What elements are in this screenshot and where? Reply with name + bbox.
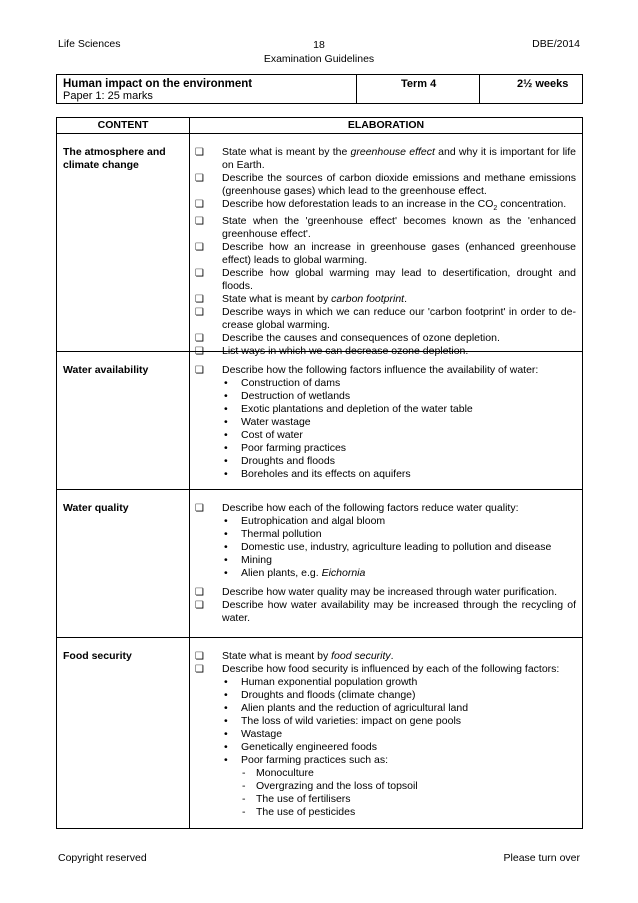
footer-turn-over: Please turn over bbox=[503, 852, 580, 864]
dash-item: - Overgrazing and the loss of topsoil bbox=[194, 780, 576, 793]
list-item: ❏ Describe how the following factors influence the availability of water: bbox=[194, 364, 576, 377]
list-item: ❏ State what is meant by food security. bbox=[194, 650, 576, 663]
list-item: ❏ Describe how water quality may be increased through water purification. bbox=[194, 586, 576, 599]
list-item: ❏ Describe the sources of carbon dioxide emissions and methane emissions (greenhouse gases) which lead to the greenhouse effect. bbox=[194, 172, 576, 198]
table-row-water-availability bbox=[57, 352, 582, 490]
bullet-item: • Mining bbox=[194, 554, 576, 567]
list-item: ❏ Describe how each of the following factors reduce water quality: bbox=[194, 502, 576, 515]
header-subtitle: Examination Guidelines bbox=[263, 53, 375, 65]
list-item: ❏ Describe the causes and consequences of ozone depletion. bbox=[194, 332, 576, 345]
page-number: 18 bbox=[313, 39, 325, 51]
bullet-item: • The loss of wild varieties: impact on gene pools bbox=[194, 715, 576, 728]
table-row-food-security bbox=[57, 638, 582, 828]
row-label-atmosphere: The atmosphere and climate change bbox=[63, 146, 166, 171]
dash-item: - Monoculture bbox=[194, 767, 576, 780]
list-item: ❏ Describe ways in which we can reduce our 'carbon footprint' in order to de-crease global warming. bbox=[194, 306, 576, 332]
list-item: ❏ State when the 'greenhouse effect' becomes known as the 'enhanced greenhouse effect'. bbox=[194, 215, 576, 241]
col-header-content: CONTENT bbox=[97, 119, 149, 131]
bullet-item: • Human exponential population growth bbox=[194, 676, 576, 689]
bullet-item: • Domestic use, industry, agriculture leading to pollution and disease bbox=[194, 541, 576, 554]
footer-copyright: Copyright reserved bbox=[58, 852, 147, 864]
bullet-item: • Droughts and floods bbox=[194, 455, 576, 468]
topic-box bbox=[56, 74, 583, 104]
bullet-item: • Alien plants and the reduction of agricultural land bbox=[194, 702, 576, 715]
content-table bbox=[56, 117, 583, 829]
topic-duration: 2½ weeks bbox=[517, 78, 569, 90]
row-items-atmosphere bbox=[194, 146, 576, 358]
list-item: ❏ Describe how water availability may be increased through the recycling of water. bbox=[194, 599, 576, 625]
list-item: ❏ Describe how global warming may lead to desertification, drought and floods. bbox=[194, 267, 576, 293]
list-item: ❏ State what is meant by the greenhouse effect and why it is important for life on Earth. bbox=[194, 146, 576, 172]
bullet-item: • Wastage bbox=[194, 728, 576, 741]
list-item: ❏ Describe how an increase in greenhouse gases (enhanced greenhouse effect) leads to global warming. bbox=[194, 241, 576, 267]
bullet-item: • Construction of dams bbox=[194, 377, 576, 390]
row-label-water-quality: Water quality bbox=[63, 502, 129, 514]
bullet-item: • Droughts and floods (climate change) bbox=[194, 689, 576, 702]
dash-item: - The use of fertilisers bbox=[194, 793, 576, 806]
bullet-item: • Genetically engineered foods bbox=[194, 741, 576, 754]
bullet-item: • Cost of water bbox=[194, 429, 576, 442]
bullet-item: • Boreholes and its effects on aquifers bbox=[194, 468, 576, 481]
topic-cell bbox=[57, 75, 357, 103]
table-header-row bbox=[57, 118, 582, 134]
row-items-food-security bbox=[194, 650, 576, 819]
bullet-item: • Poor farming practices bbox=[194, 442, 576, 455]
bullet-item: • Poor farming practices such as: bbox=[194, 754, 576, 767]
bullet-item: • Thermal pollution bbox=[194, 528, 576, 541]
topic-title: Human impact on the environment bbox=[63, 78, 253, 90]
topic-term: Term 4 bbox=[357, 75, 480, 103]
list-item: ❏ Describe how deforestation leads to an increase in the $CO_2$ concentration. bbox=[194, 198, 576, 215]
bullet-item: • Eutrophication and algal bloom bbox=[194, 515, 576, 528]
bullet-item: • Alien plants, e.g. Eichornia bbox=[194, 567, 576, 580]
row-items-water-quality bbox=[194, 502, 576, 625]
header-subject: Life Sciences bbox=[58, 38, 121, 50]
table-row-water-quality bbox=[57, 490, 582, 638]
row-label-food-security: Food security bbox=[63, 650, 132, 662]
row-label-water-availability: Water availability bbox=[63, 364, 149, 376]
list-item: ❏ Describe how food security is influenced by each of the following factors: bbox=[194, 663, 576, 676]
list-item: ❏ List ways in which we can decrease ozone depletion. bbox=[194, 345, 576, 358]
bullet-item: • Destruction of wetlands bbox=[194, 390, 576, 403]
bullet-item: • Water wastage bbox=[194, 416, 576, 429]
col-header-elaboration: ELABORATION bbox=[347, 119, 425, 131]
dash-item: - The use of pesticides bbox=[194, 806, 576, 819]
list-item: ❏ State what is meant by carbon footprint. bbox=[194, 293, 576, 306]
bullet-item: • Exotic plantations and depletion of the water table bbox=[194, 403, 576, 416]
topic-paper: Paper 1: 25 marks bbox=[63, 90, 153, 102]
header-code: DBE/2014 bbox=[532, 38, 580, 50]
table-row-atmosphere bbox=[57, 134, 582, 358]
row-items-water-availability bbox=[194, 364, 576, 481]
